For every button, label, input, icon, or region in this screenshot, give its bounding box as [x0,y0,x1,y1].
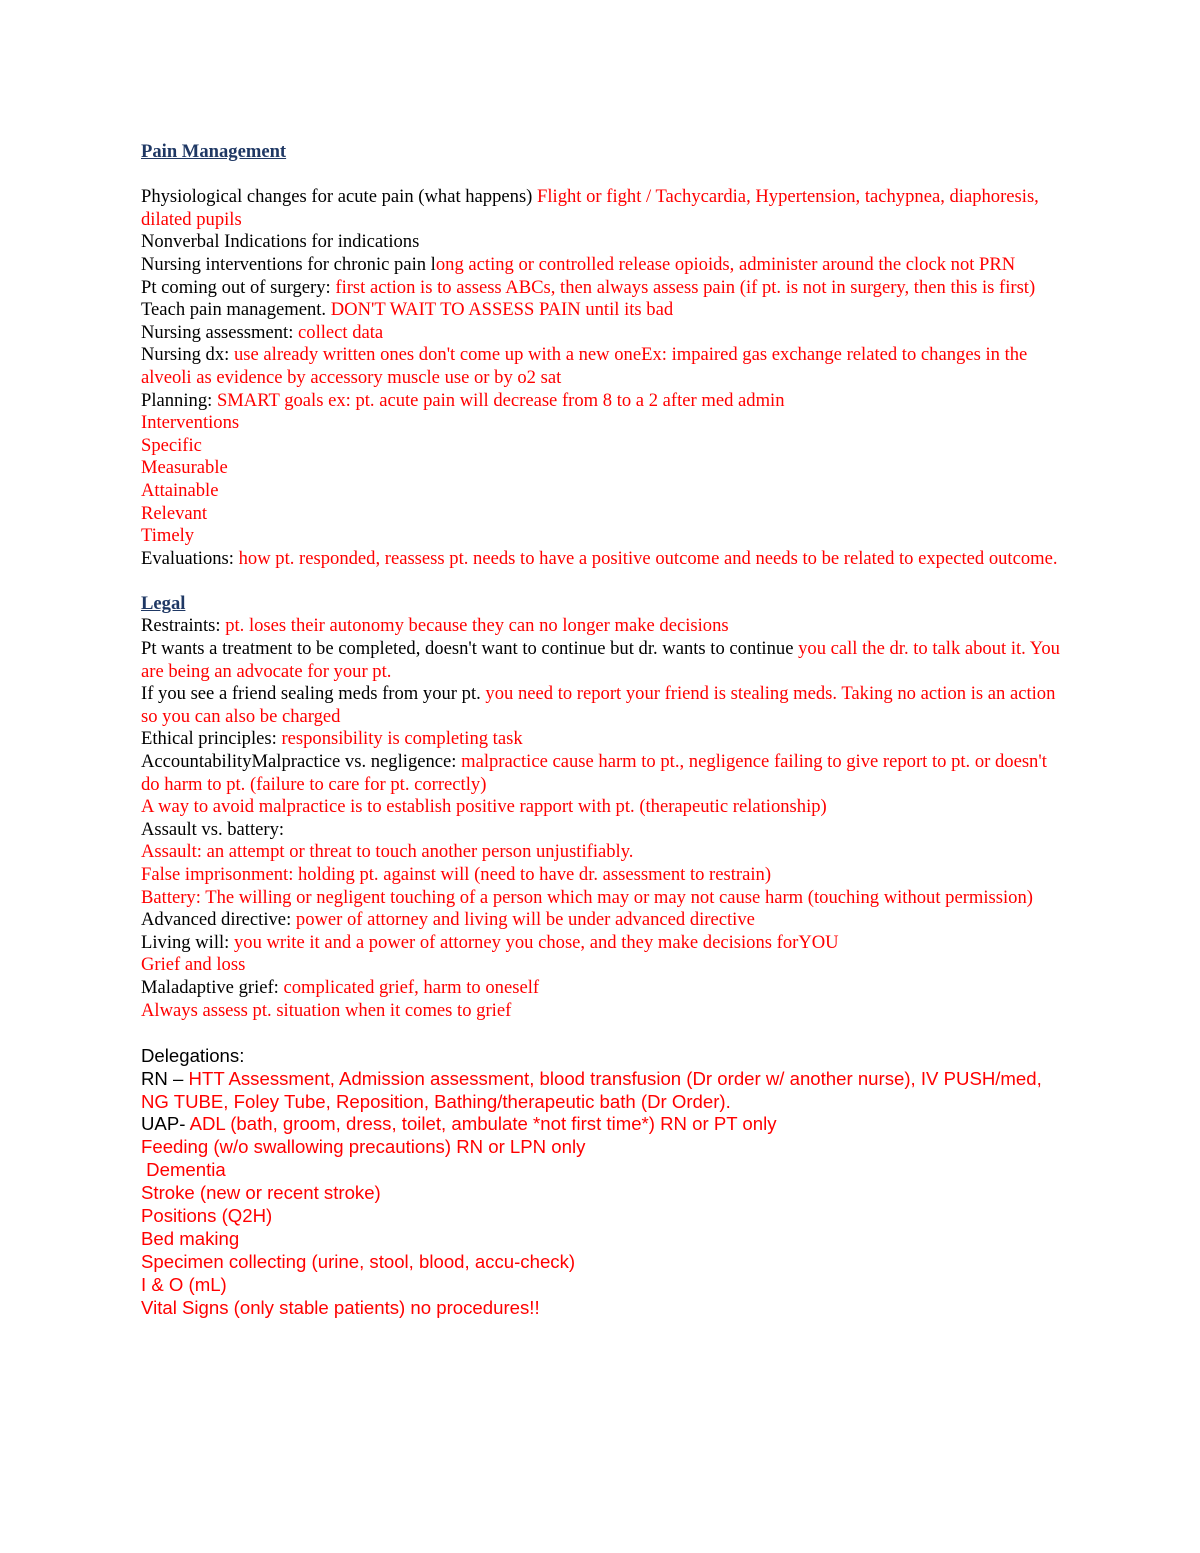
answer-text: how pt. responded, reassess pt. needs to have a positive outcome and needs to be related to expected outcome. [238,547,1058,569]
text-line [141,638,1065,683]
heading-pain-management: Pain Management [141,141,287,162]
text-line [141,277,1061,300]
text-line [141,796,1061,819]
answer-text: Bed making [141,1228,240,1249]
text-line [141,864,1061,887]
text-line [141,728,1061,751]
blank-line [141,1022,1061,1045]
answer-text: Flight or fight / Tachycardia, Hypertension, tachypnea, diaphoresis, dilated pupils [141,186,1044,230]
text-line [141,1205,1061,1228]
text-line [141,1228,1061,1251]
prompt-text: Evaluations: [141,547,239,569]
text-line [141,683,1061,728]
answer-text: you need to report your friend is stealing meds. Taking no action is an action so you can also be charged [141,683,1061,727]
answer-text: use already written ones don't come up with a new oneEx: impaired gas exchange related to changes in the alveoli as evidence by accessory muscle use or by o2 sat [141,344,1032,388]
answer-text: you write it and a power of attorney you chose, and they make decisions forYOU [233,931,839,953]
answer-text: Positions (Q2H) [141,1205,273,1227]
answer-text: DON'T WAIT TO ASSESS PAIN until its bad [330,299,674,321]
answer-text: Battery: The willing or negligent touching of a person which may or may not cause harm (touching without permission) [141,886,1033,908]
prompt-text: Teach pain management. [141,299,331,321]
legal-section [141,615,1065,1022]
answer-text: Timely [141,525,195,547]
text-line [141,1068,1061,1114]
text-line [141,1159,1061,1182]
text-line [141,299,1061,322]
answer-text: A way to avoid malpractice is to establish positive rapport with pt. (therapeutic relationship) [141,796,827,818]
answer-text: SMART goals ex: pt. acute pain will decrease from 8 to a 2 after med admin [216,389,785,411]
answer-text: HTT Assessment, Admission assessment, blood transfusion (Dr order w/ another nurse), IV PUSH/med, NG TUBE, Foley Tube, Reposition, Bathing/therapeutic bath (Dr Order). [141,1067,1047,1112]
prompt-text: Living will: [141,931,234,953]
text-line [141,819,1061,842]
prompt-text: AccountabilityMalpractice vs. negligence: [141,751,462,773]
text-line [141,186,1061,231]
text-line [141,1000,1061,1023]
text-line [141,1182,1061,1205]
prompt-text: Maladaptive grief: [141,976,284,998]
answer-text: Assault: an attempt or threat to touch another person unjustifiably. [141,841,634,863]
answer-text: Measurable [141,457,228,479]
answer-text: Always assess pt. situation when it comes to grief [141,999,512,1021]
text-line [141,525,1061,548]
text-line [141,1297,1061,1320]
document-page [141,141,1065,1320]
text-line [141,322,1061,345]
answer-text: malpractice cause harm to pt., negligence failing to give report to pt. or doesn't do harm to pt. (failure to care for pt. correctly) [141,751,1052,795]
text-line [141,457,1061,480]
text-line [141,954,1061,977]
answer-text: Stroke (new or recent stroke) [141,1182,381,1204]
prompt-text: Pt coming out of surgery: [141,276,336,298]
prompt-text: Nursing interventions for chronic pain l [141,253,436,275]
prompt-text: Advanced directive: [141,909,296,931]
text-line [141,435,1061,458]
prompt-text: Nursing assessment: [141,321,299,343]
answer-text: Dementia [141,1159,226,1181]
answer-text: Specific [141,434,202,456]
text-line [141,887,1061,910]
text-line [141,977,1061,1000]
text-line [141,1251,1061,1274]
text-line [141,548,1061,571]
heading-legal: Legal [141,592,186,614]
prompt-text: UAP- [141,1113,190,1135]
text-line [141,841,1061,864]
answer-text: pt. loses their autonomy because they can no longer make decisions [225,615,729,637]
answer-text: ong acting or controlled release opioids, administer around the clock not PRN [435,253,1016,275]
answer-text: Feeding (w/o swallowing precautions) RN or LPN only [141,1136,586,1158]
prompt-text: Nonverbal Indications for indications [141,231,420,253]
prompt-text: Physiological changes for acute pain (what happens) [141,186,538,208]
text-line [141,615,1061,638]
blank-line [141,570,1061,593]
pain-management-section [141,186,1061,570]
answer-text: complicated grief, harm to oneself [283,976,540,998]
prompt-text: Nursing dx: [141,344,234,366]
prompt-text: Ethical principles: [141,728,282,750]
prompt-text: Restraints: [141,615,226,637]
answer-text: Attainable [141,479,219,501]
text-line [141,503,1061,526]
prompt-text: RN – [141,1067,189,1089]
blank-line [141,164,1061,187]
text-line [141,480,1061,503]
prompt-text: Planning: [141,389,217,411]
text-line [141,344,1061,389]
heading-delegations: Delegations: [141,1044,245,1066]
answer-text: Relevant [141,502,208,524]
text-line [141,909,1061,932]
delegations-section [141,1068,1061,1320]
prompt-text: If you see a friend sealing meds from your pt. [141,683,486,705]
text-line [141,1274,1061,1297]
answer-text: Vital Signs (only stable patients) no procedures!! [141,1296,540,1318]
answer-text: I & O (mL) [141,1273,227,1295]
text-line [141,231,1061,254]
answer-text: you call the dr. to talk about it. You are being an advocate for your pt. [141,638,1065,682]
text-line [141,412,1061,435]
text-line [141,390,1061,413]
text-line [141,1136,1061,1159]
answer-text: Interventions [141,412,240,434]
answer-text: ADL (bath, groom, dress, toilet, ambulate *not first time*) RN or PT only [189,1113,777,1135]
answer-text: False imprisonment: holding pt. against will (need to have dr. assessment to restrain) [141,864,772,885]
text-line [141,254,1061,277]
answer-text: responsibility is completing task [281,728,523,750]
text-line [141,932,1061,955]
answer-text: Grief and loss [141,954,246,976]
prompt-text: Pt wants a treatment to be completed, doesn't want to continue but dr. wants to continue [141,638,799,660]
answer-text: first action is to assess ABCs, then always assess pain (if pt. is not in surgery, then this is first) [335,276,1036,298]
text-line [141,1113,1061,1136]
answer-text: Specimen collecting (urine, stool, blood, accu-check) [141,1250,576,1272]
answer-text: power of attorney and living will be under advanced directive [295,909,755,931]
text-line [141,751,1061,796]
answer-text: collect data [298,321,384,343]
prompt-text: Assault vs. battery: [141,818,285,840]
